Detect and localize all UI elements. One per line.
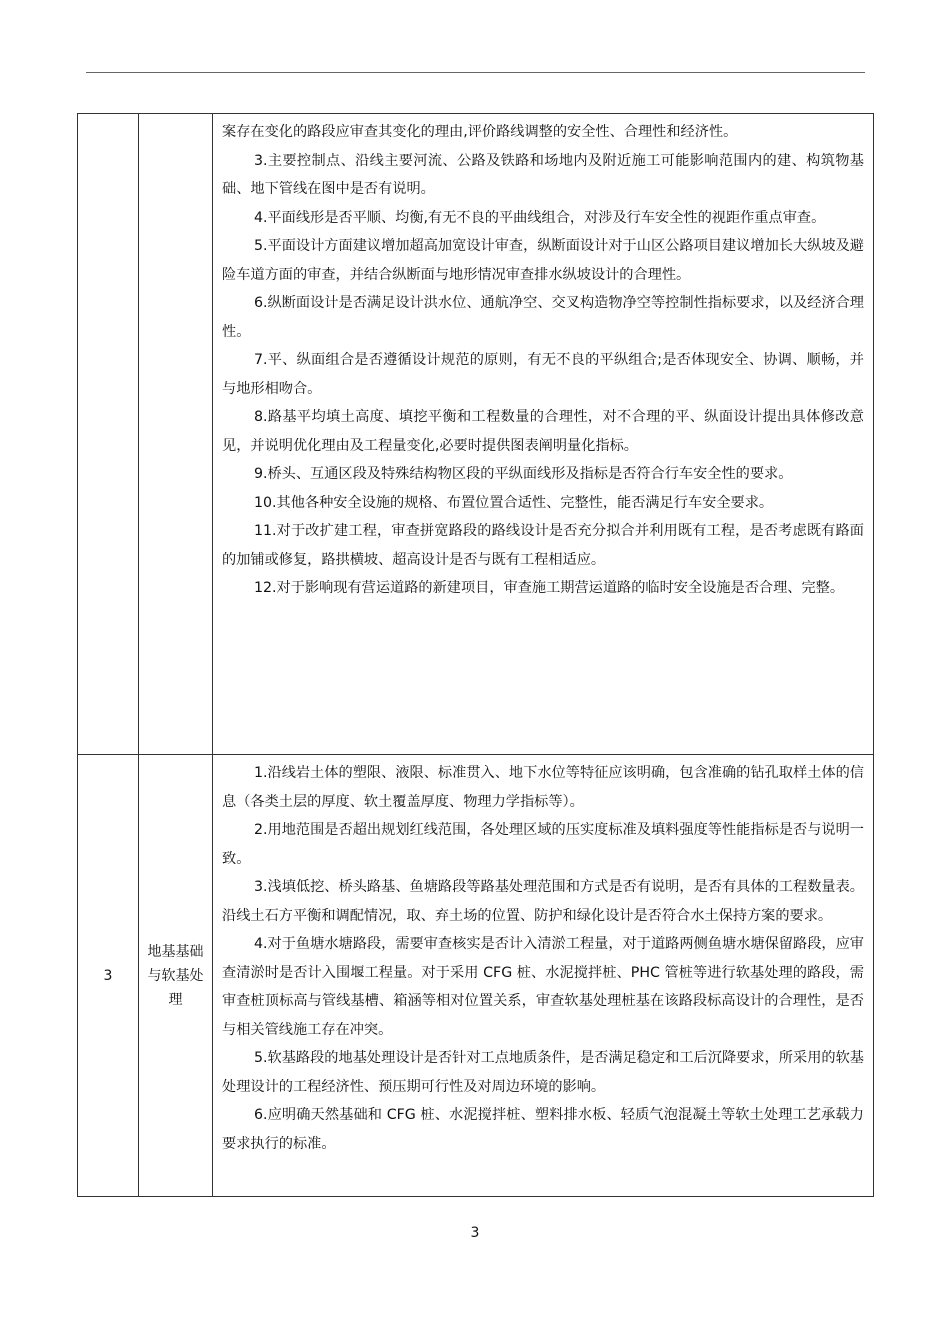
list-item: 2.用地范围是否超出规划红线范围，各处理区域的压实度标准及填料强度等性能指标是否与说明一致。 xyxy=(222,822,864,867)
page-number: 3 xyxy=(470,1225,480,1241)
list-item: 11.对于改扩建工程，审查拼宽路段的路线设计是否充分拟合并利用既有工程，是否考虑既有路面的加铺或修复，路拱横坡、超高设计是否与既有工程相适应。 xyxy=(222,523,864,568)
row-number-cell: 3 xyxy=(78,755,139,1197)
list-item: 7.平、纵面组合是否遵循设计规范的原则，有无不良的平纵组合;是否体现安全、协调、顺畅，并与地形相吻合。 xyxy=(222,352,864,397)
list-item: 5.软基路段的地基处理设计是否针对工点地质条件，是否满足稳定和工后沉降要求，所采用的软基处理设计的工程经济性、预压期可行性及对周边环境的影响。 xyxy=(222,1050,864,1095)
list-item: 5.平面设计方面建议增加超高加宽设计审查，纵断面设计对于山区公路项目建议增加长大纵坡及避险车道方面的审查，并结合纵断面与地形情况审查排水纵坡设计的合理性。 xyxy=(222,238,864,283)
row-content-cell xyxy=(213,114,874,755)
row-number-cell xyxy=(78,114,139,755)
list-item: 3.主要控制点、沿线主要河流、公路及铁路和场地内及附近施工可能影响范围内的建、构筑物基础、地下管线在图中是否有说明。 xyxy=(222,152,864,197)
row-category-cell xyxy=(139,114,213,755)
row-content-cell xyxy=(213,755,874,1197)
list-item: 1.沿线岩土体的塑限、液限、标准贯入、地下水位等特征应该明确，包含准确的钻孔取样土体的信息（各类土层的厚度、软土覆盖厚度、物理力学指标等）。 xyxy=(222,765,864,810)
list-item: 6.纵断面设计是否满足设计洪水位、通航净空、交叉构造物净空等控制性指标要求，以及经济合理性。 xyxy=(222,295,864,340)
table-row xyxy=(78,755,874,1197)
review-table xyxy=(77,113,874,1197)
list-item: 12.对于影响现有营运道路的新建项目，审查施工期营运道路的临时安全设施是否合理、完整。 xyxy=(253,580,845,596)
list-item: 9.桥头、互通区段及特殊结构物区段的平纵面线形及指标是否符合行车安全性的要求。 xyxy=(253,466,793,482)
list-item: 8.路基平均填土高度、填挖平衡和工程数量的合理性，对不合理的平、纵面设计提出具体修改意见，并说明优化理由及工程量变化,必要时提供图表阐明量化指标。 xyxy=(222,409,864,454)
list-item: 4.对于鱼塘水塘路段，需要审查核实是否计入清淤工程量，对于道路两侧鱼塘水塘保留路段，应审查清淤时是否计入围堰工程量。对于采用 CFG 桩、水泥搅拌桩、PHC 管桩等进行软基处理的路段，需审查桩顶标高与管线基槽、箱涵等相对位置关系，审查软基处理桩基在该路段标高设计的合理性，是否与相关管线施工存在冲突。 xyxy=(222,936,864,1038)
list-item: 10.其他各种安全设施的规格、布置位置合适性、完整性，能否满足行车安全要求。 xyxy=(253,494,774,511)
list-item: 3.浅填低挖、桥头路基、鱼塘路段等路基处理范围和方式是否有说明，是否有具体的工程数量表。沿线土石方平衡和调配情况，取、弃土场的位置、防护和绿化设计是否符合水土保持方案的要求。 xyxy=(222,879,864,924)
header-rule xyxy=(86,72,865,73)
row-category-cell: 地基基础与软基处理 xyxy=(139,755,213,1197)
list-item: 4.平面线形是否平顺、均衡,有无不良的平曲线组合，对涉及行车安全性的视距作重点审查。 xyxy=(253,209,826,226)
list-item: 案存在变化的路段应审查其变化的理由,评价路线调整的安全性、合理性和经济性。 xyxy=(222,124,738,140)
list-item: 6.应明确天然基础和 CFG 桩、水泥搅拌桩、塑料排水板、轻质气泡混凝土等软土处理工艺承载力要求执行的标准。 xyxy=(222,1107,864,1152)
table-row xyxy=(78,114,874,755)
